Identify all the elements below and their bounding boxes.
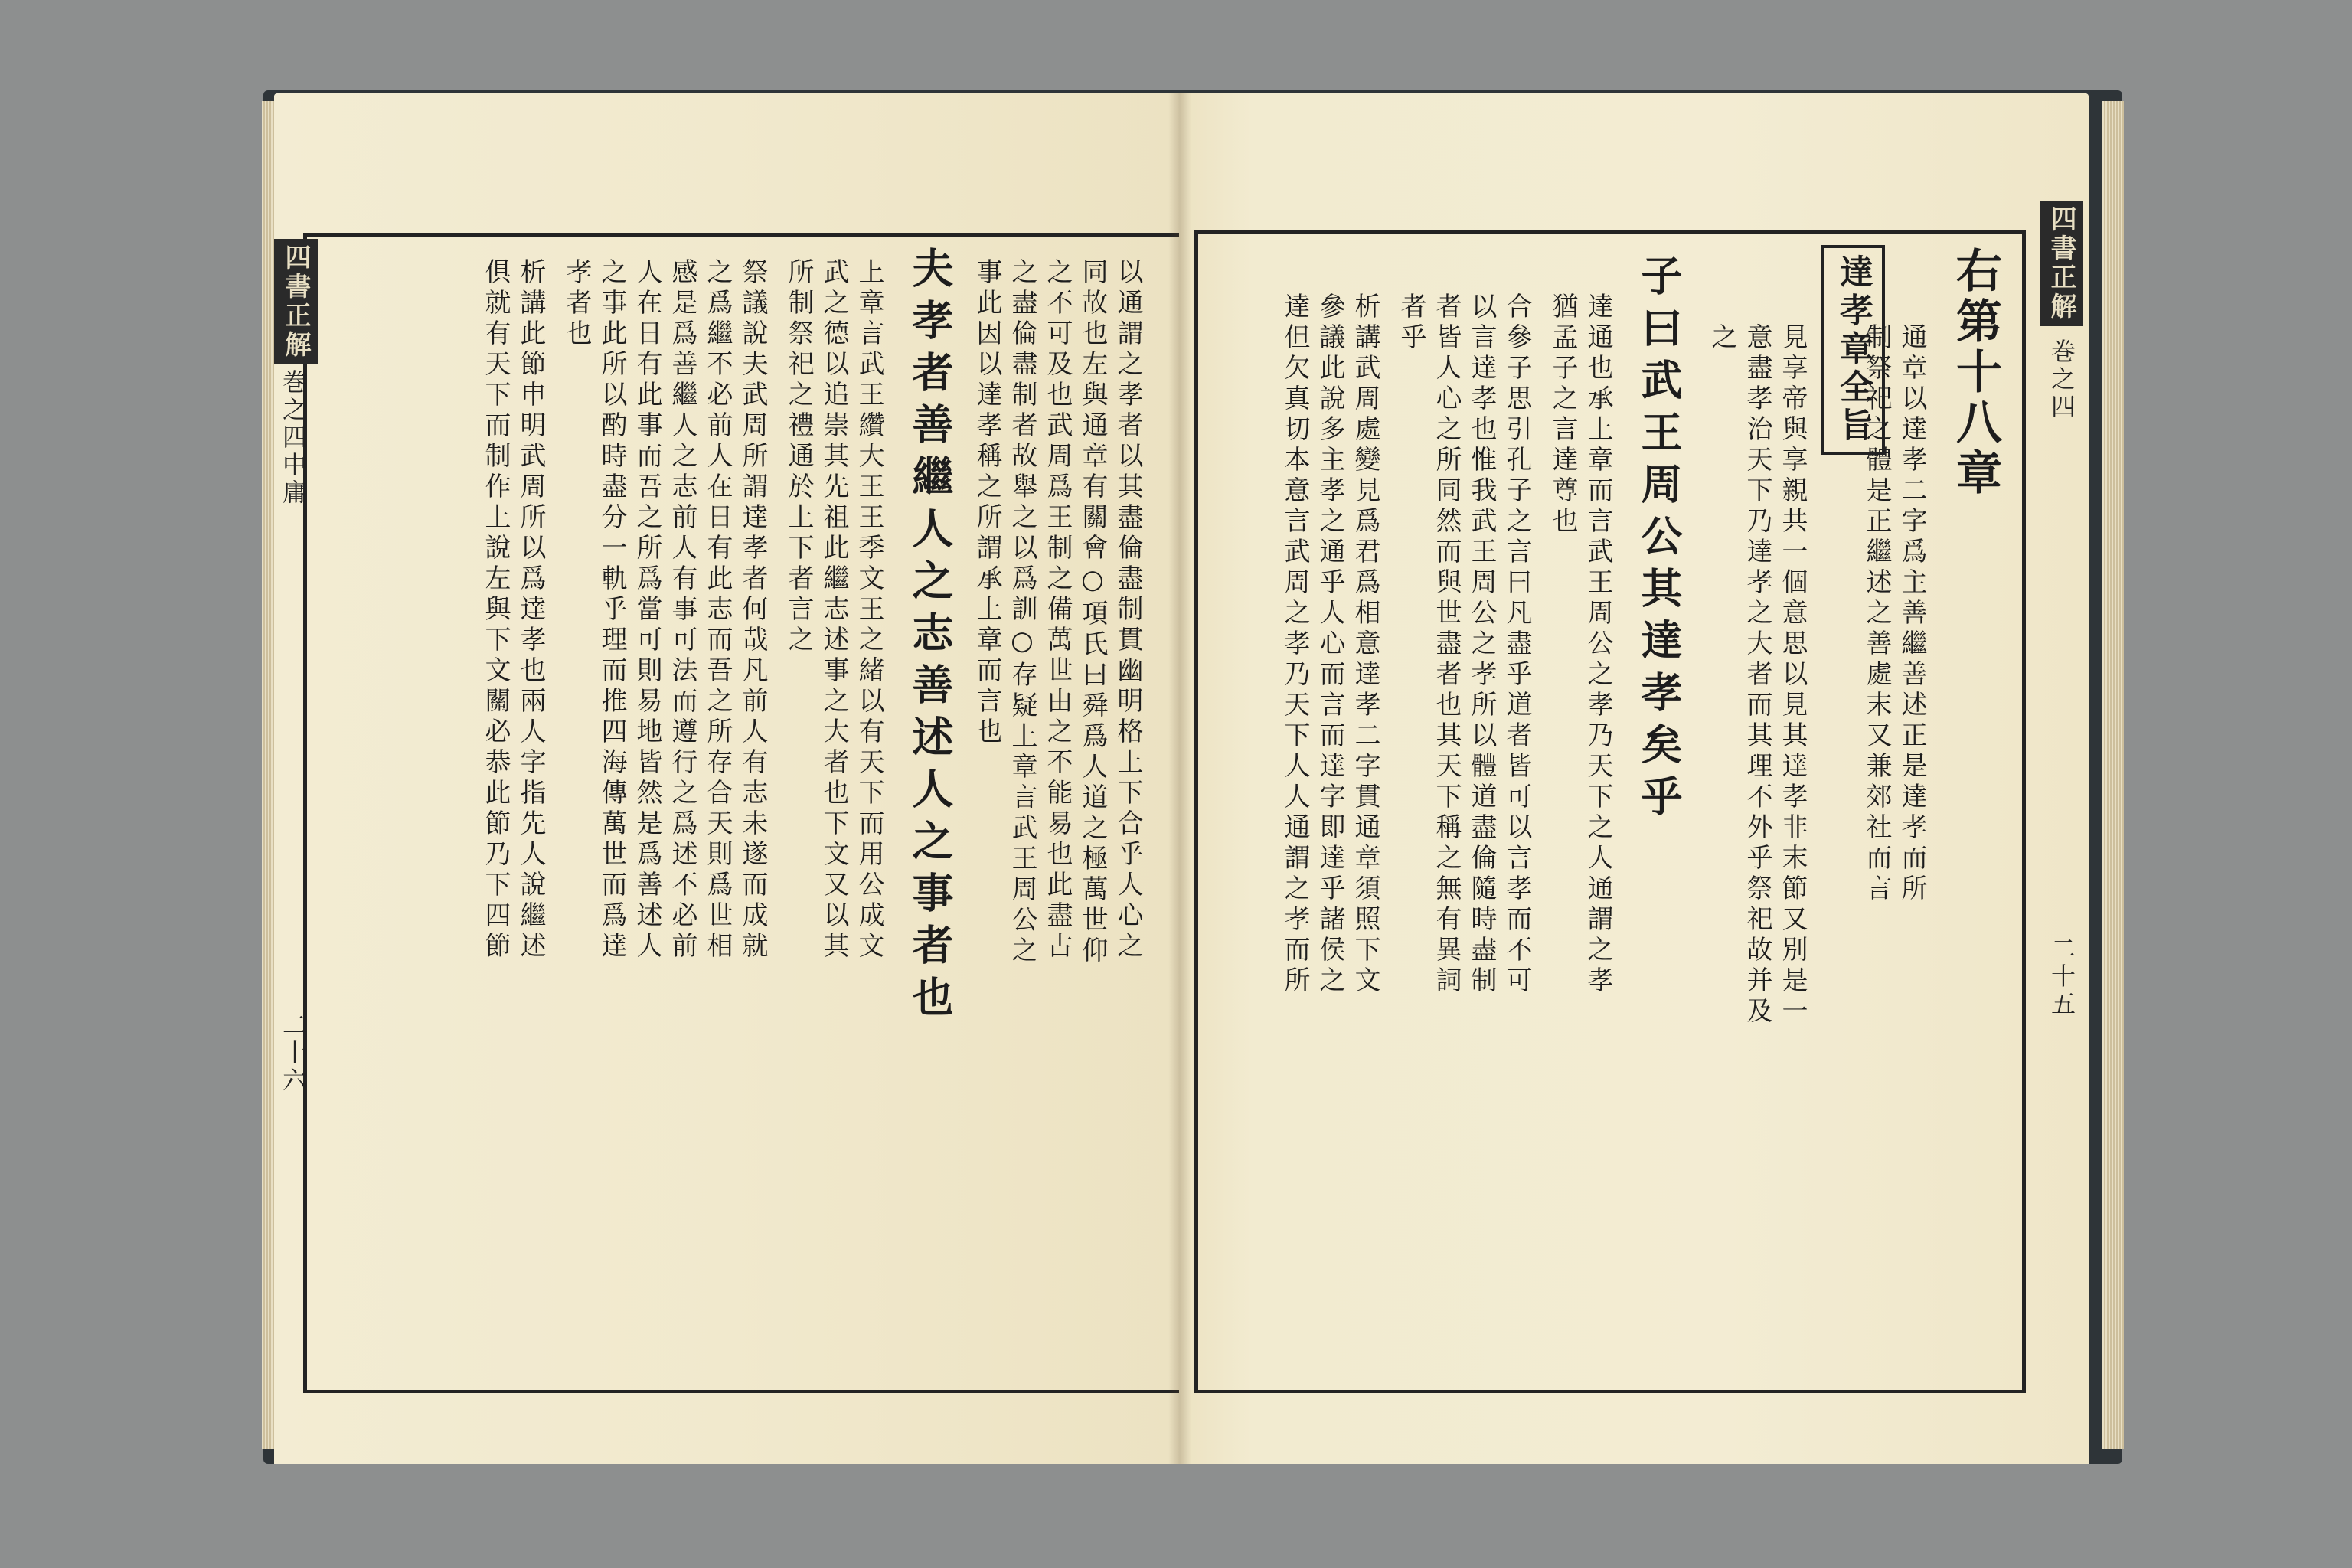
left-text-column: 上章言武王纘大王王季文王之緒以有天下而用公成文	[854, 258, 884, 962]
left-text-column: 之爲繼不必前人在日有此志而吾之所存合天則爲世相	[702, 258, 733, 962]
left-page	[274, 93, 1184, 1464]
right-margin-title: 四書正解	[2040, 201, 2083, 326]
right-text-column: 者皆人心之所同然而與世盡者也其天下稱之無有異詞	[1431, 292, 1462, 997]
right-text-column: 見享帝與享親共一個意思以見其達孝非末節又別是一	[1777, 323, 1808, 1027]
left-text-column: 以通謂之孝者以其盡倫盡制貫幽明格上下合乎人心之	[1112, 258, 1143, 962]
left-heading: 夫孝者善繼人之志善述人之事者也	[906, 247, 955, 1027]
book-gutter	[1168, 93, 1191, 1464]
left-text-column: 之不可及也武周爲王制之備萬世由之不能易也此盡古	[1042, 258, 1073, 962]
right-text-column: 之	[1707, 323, 1737, 354]
right-text-column: 制祭祀之體是正繼述之善處末又兼郊社而言	[1861, 323, 1892, 905]
chapter-summary-label: 達孝章全旨	[1821, 245, 1885, 455]
left-text-column: 之盡倫盡制者故舉之以爲訓○存疑上章言武王周公之	[1007, 258, 1037, 967]
right-heading: 子曰武王周公其達孝矣乎	[1635, 254, 1684, 827]
right-page-edges	[2102, 101, 2124, 1449]
left-text-column: 祭議說夫武周所謂達孝者何哉凡前人有志未遂而成就	[737, 258, 768, 962]
left-text-column: 析講此節申明武周所以爲達孝也兩人字指先人說繼述	[515, 258, 546, 962]
left-text-column: 所制祭祀之禮通於上下者言之	[783, 258, 814, 656]
left-text-column: 孝者也	[561, 258, 592, 350]
right-page	[1179, 93, 2089, 1464]
left-text-column: 事此因以達孝稱之所謂承上章而言也	[972, 258, 1002, 748]
right-text-column: 意盡孝治天下乃達孝之大者而其理不外乎祭祀故并及	[1742, 323, 1772, 1027]
right-text-column: 以言達孝也惟我武王周公之孝所以體道盡倫隨時盡制	[1466, 292, 1497, 997]
right-text-column: 析講武周處變見爲君爲相意達孝二字貫通章須照下文	[1350, 292, 1380, 997]
right-text-column: 者乎	[1396, 292, 1426, 354]
right-text-column: 通章以達孝二字爲主善繼善述正是達孝而所	[1896, 323, 1927, 905]
open-book	[263, 86, 2122, 1464]
left-text-column: 之事此所以酌時盡分一軌乎理而推四海傳萬世而爲達	[596, 258, 627, 962]
left-text-column: 武之德以追崇其先祖此繼志述事之大者也下文又以其	[818, 258, 849, 962]
right-text-column: 合參子思引孔子之言曰凡盡乎道者皆可以言孝而不可	[1501, 292, 1532, 997]
left-text-column: 同故也左與通章有關會○項氏曰舜爲人道之極萬世仰	[1077, 258, 1108, 967]
right-text-column: 達但欠真切本意言武周之孝乃天下人人通謂之孝而所	[1279, 292, 1310, 997]
right-text-column: 猶孟子之言達尊也	[1547, 292, 1578, 537]
left-text-column: 感是爲善繼人之志前人有事可法而遵行之爲述不必前	[667, 258, 697, 962]
left-margin-volume: 巻之四中庸	[279, 369, 308, 507]
chapter-heading: 右第十八章	[1949, 247, 2002, 499]
left-text-column: 俱就有天下而制作上說左與下文關必恭此節乃下四節	[480, 258, 511, 962]
left-margin-folio: 二十六	[279, 1012, 308, 1095]
right-text-column: 達通也承上章而言武王周公之孝乃天下之人通謂之孝	[1583, 292, 1613, 997]
right-margin-folio: 二十五	[2047, 936, 2076, 1018]
left-margin-title: 四書正解	[274, 239, 318, 364]
left-text-column: 人在日有此事而吾之所爲當可則易地皆然是爲善述人	[632, 258, 662, 962]
right-text-column: 參議此說多主孝之通乎人心而言而達字即達乎諸侯之	[1315, 292, 1345, 997]
right-margin-volume: 巻之四	[2047, 338, 2076, 421]
